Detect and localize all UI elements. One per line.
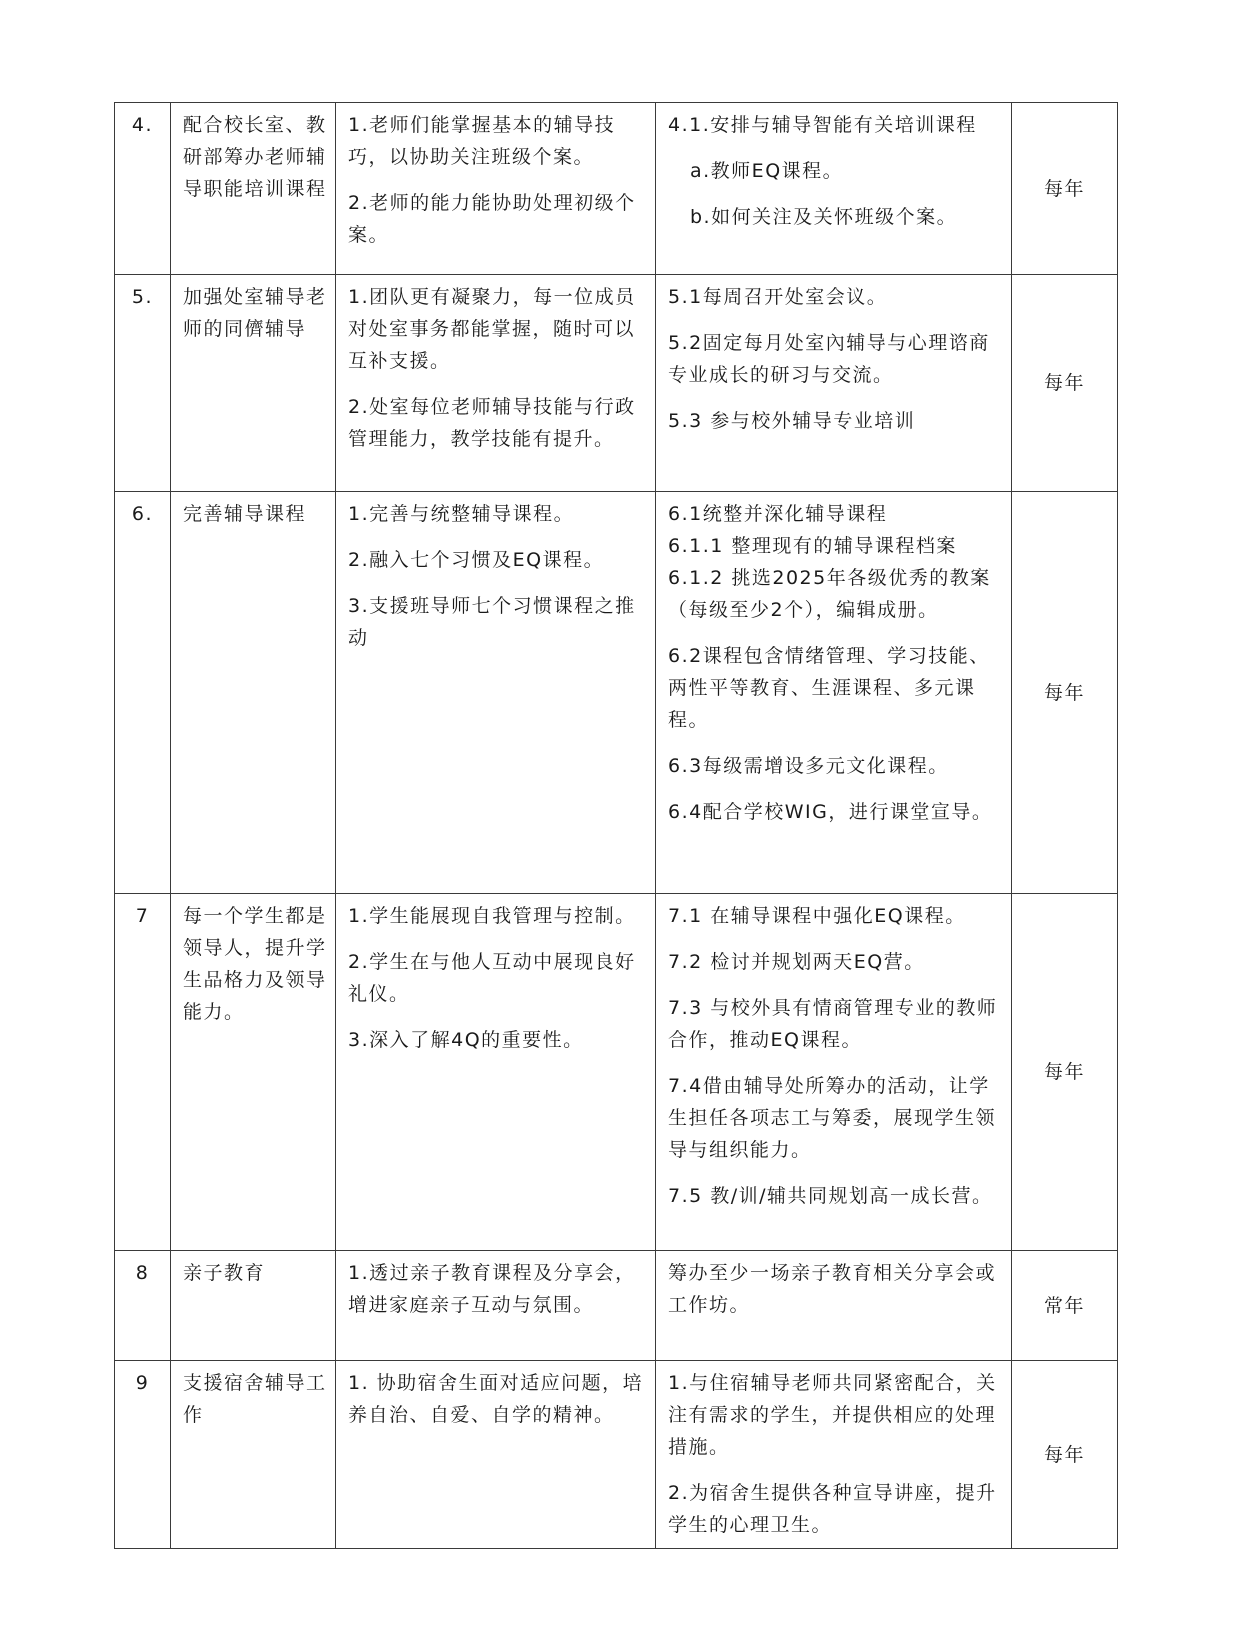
outcomes-cell bbox=[336, 103, 656, 275]
action-item: 7.5 教/训/辅共同规划高一成长营。 bbox=[668, 1185, 993, 1207]
action-item: 2.为宿舍生提供各种宣导讲座，提升学生的心理卫生。 bbox=[668, 1482, 997, 1536]
outcome-item: 2.学生在与他人互动中展现良好礼仪。 bbox=[348, 951, 636, 1005]
outcome-item: 1.团队更有凝聚力，每一位成员对处室事务都能掌握，随时可以互补支援。 bbox=[348, 286, 636, 372]
table-row bbox=[115, 1361, 1118, 1549]
frequency-cell: 每年 bbox=[1012, 275, 1118, 492]
outcome-item: 3.支援班导师七个习惯课程之推动 bbox=[348, 595, 636, 649]
table-row bbox=[115, 103, 1118, 275]
item-number: 5. bbox=[115, 275, 171, 492]
action-item: 1.与住宿辅导老师共同紧密配合，关注有需求的学生，并提供相应的处理措施。 bbox=[668, 1372, 997, 1458]
item-number: 6. bbox=[115, 492, 171, 894]
action-item: 5.1每周召开处室会议。 bbox=[668, 286, 888, 308]
actions-cell bbox=[656, 894, 1012, 1251]
frequency-cell: 每年 bbox=[1012, 1361, 1118, 1549]
outcomes-cell bbox=[336, 275, 656, 492]
action-item: 7.4借由辅导处所筹办的活动，让学生担任各项志工与筹委，展现学生领导与组织能力。 bbox=[668, 1075, 997, 1161]
actions-cell bbox=[656, 103, 1012, 275]
action-item: 筹办至少一场亲子教育相关分享会或工作坊。 bbox=[668, 1262, 997, 1316]
frequency-cell: 每年 bbox=[1012, 103, 1118, 275]
action-item: 6.1.1 整理现有的辅导课程档案 bbox=[668, 535, 957, 557]
actions-cell bbox=[656, 492, 1012, 894]
action-item: 6.2课程包含情绪管理、学习技能、两性平等教育、生涯课程、多元课程。 bbox=[668, 645, 990, 731]
frequency-cell: 常年 bbox=[1012, 1251, 1118, 1361]
actions-cell bbox=[656, 275, 1012, 492]
action-item: 6.3每级需增设多元文化课程。 bbox=[668, 755, 949, 777]
action-item: 6.4配合学校WIG，进行课堂宣导。 bbox=[668, 801, 993, 823]
item-number: 8 bbox=[115, 1251, 171, 1361]
item-number: 9 bbox=[115, 1361, 171, 1549]
outcome-item: 1.老师们能掌握基本的辅导技巧，以协助关注班级个案。 bbox=[348, 114, 616, 168]
guidance-plan-table bbox=[114, 102, 1118, 1549]
table-row bbox=[115, 1251, 1118, 1361]
outcome-item: 1. 协助宿舍生面对适应问题，培养自治、自爱、自学的精神。 bbox=[348, 1372, 644, 1426]
table-row bbox=[115, 492, 1118, 894]
outcome-item: 2.融入七个习惯及EQ课程。 bbox=[348, 549, 605, 571]
outcome-item: 1.完善与统整辅导课程。 bbox=[348, 503, 575, 525]
action-item: b.如何关注及关怀班级个案。 bbox=[690, 206, 958, 228]
action-item: a.教师EQ课程。 bbox=[690, 160, 844, 182]
action-item: 5.3 参与校外辅导专业培训 bbox=[668, 410, 916, 432]
action-item: 6.1统整并深化辅导课程 bbox=[668, 503, 888, 525]
objective-cell: 完善辅导课程 bbox=[171, 492, 336, 894]
outcome-item: 1.学生能展现自我管理与控制。 bbox=[348, 905, 636, 927]
objective-cell: 每一个学生都是领导人，提升学生品格力及领导能力。 bbox=[171, 894, 336, 1251]
table-row bbox=[115, 894, 1118, 1251]
frequency-cell: 每年 bbox=[1012, 492, 1118, 894]
action-item: 4.1.安排与辅导智能有关培训课程 bbox=[668, 114, 977, 136]
objective-cell: 支援宿舍辅导工作 bbox=[171, 1361, 336, 1549]
objective-cell: 配合校长室、教研部筹办老师辅导职能培训课程 bbox=[171, 103, 336, 275]
outcome-item: 2.处室每位老师辅导技能与行政管理能力，教学技能有提升。 bbox=[348, 396, 636, 450]
item-number: 4. bbox=[115, 103, 171, 275]
action-item: 7.1 在辅导课程中强化EQ课程。 bbox=[668, 905, 966, 927]
table-row bbox=[115, 275, 1118, 492]
frequency-cell: 每年 bbox=[1012, 894, 1118, 1251]
action-item: 7.3 与校外具有情商管理专业的教师合作，推动EQ课程。 bbox=[668, 997, 998, 1051]
actions-cell bbox=[656, 1251, 1012, 1361]
outcome-item: 3.深入了解4Q的重要性。 bbox=[348, 1029, 584, 1051]
outcomes-cell bbox=[336, 492, 656, 894]
action-item: 5.2固定每月处室內辅导与心理谘商专业成长的研习与交流。 bbox=[668, 332, 990, 386]
item-number: 7 bbox=[115, 894, 171, 1251]
outcomes-cell bbox=[336, 894, 656, 1251]
actions-cell bbox=[656, 1361, 1012, 1549]
objective-cell: 亲子教育 bbox=[171, 1251, 336, 1361]
action-item: 7.2 检讨并规划两天EQ营。 bbox=[668, 951, 925, 973]
objective-cell: 加强处室辅导老师的同儕辅导 bbox=[171, 275, 336, 492]
outcome-item: 2.老师的能力能协助处理初级个案。 bbox=[348, 192, 636, 246]
outcomes-cell bbox=[336, 1361, 656, 1549]
outcomes-cell bbox=[336, 1251, 656, 1361]
outcome-item: 1.透过亲子教育课程及分享会，增进家庭亲子互动与氛围。 bbox=[348, 1262, 636, 1316]
action-item: 6.1.2 挑选2025年各级优秀的教案（每级至少2个），编辑成册。 bbox=[668, 567, 991, 621]
